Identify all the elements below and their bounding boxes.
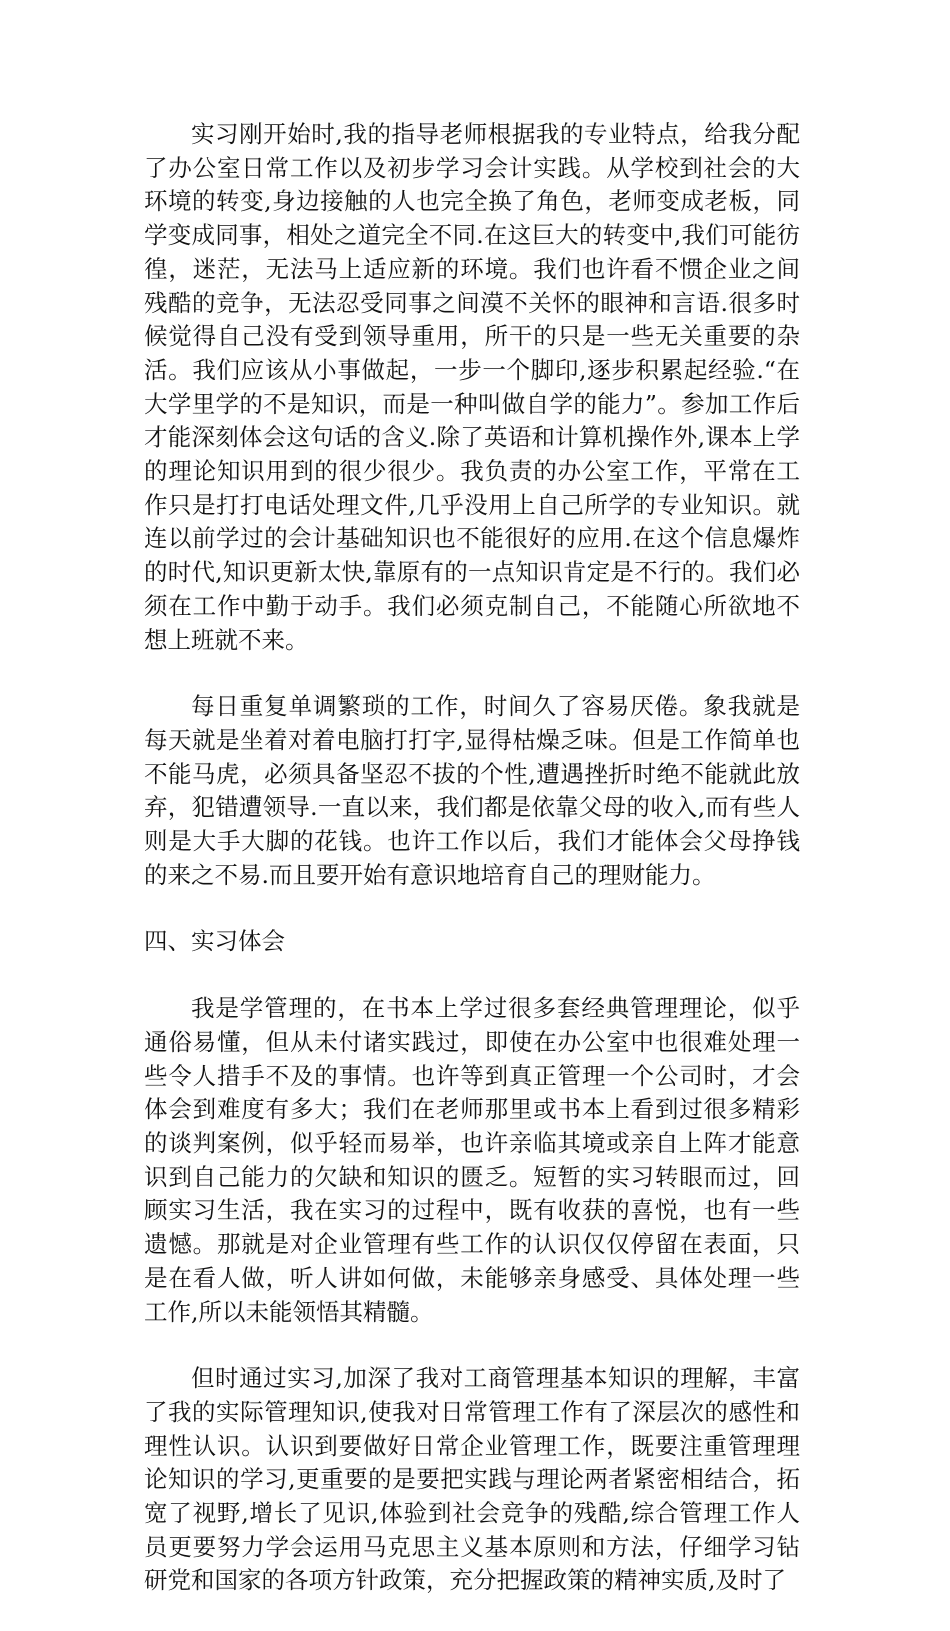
paragraph-internship-gains: 但时通过实习,加深了我对工商管理基本知识的理解，丰富了我的实际管理知识,使我对日常管理工作有了深层次的感性和理性认识。认识到要做好日常企业管理工作，既要注重管理理论知识的学习,更重要的是要把实践与理论两者紧密相结合，拓宽了视野,增长了见识,体验到社会竞争的残酷,综合管理工作人员更要努力学会运用马克思主义基本原则和方法，仔细学习钻研党和国家的各项方针政策，充分把握政策的精神实质,及时了 [144, 1364, 800, 1595]
paragraph-management-study: 我是学管理的，在书本上学过很多套经典管理理论，似乎通俗易懂，但从未付诸实践过，即使在办公室中也很难处理一些令人措手不及的事情。也许等到真正管理一个公司时，才会体会到难度有多大；我们在老师那里或书本上看到过很多精彩的谈判案例，似乎轻而易举，也许亲临其境或亲自上阵才能意识到自己能力的欠缺和知识的匮乏。短暂的实习转眼而过，回顾实习生活，我在实习的过程中，既有收获的喜悦，也有一些遗憾。那就是对企业管理有些工作的认识仅仅停留在表面，只是在看人做，听人讲如何做，未能够亲身感受、具体处理一些工作,所以未能领悟其精髓。 [144, 994, 800, 1326]
section-heading: 四、实习体会 [144, 927, 285, 956]
paragraph-internship-start: 实习刚开始时,我的指导老师根据我的专业特点，给我分配了办公室日常工作以及初步学习会计实践。从学校到社会的大环境的转变,身边接触的人也完全换了角色，老师变成老板，同学变成同事，相处之道完全不同.在这巨大的转变中,我们可能彷徨，迷茫，无法马上适应新的环境。我们也许看不惯企业之间残酷的竞争，无法忍受同事之间漠不关怀的眼神和言语.很多时候觉得自己没有受到领导重用，所干的只是一些无关重要的杂活。我们应该从小事做起，一步一个脚印,逐步积累起经验.“在大学里学的不是知识，而是一种叫做自学的能力”。参加工作后才能深刻体会这句话的含义.除了英语和计算机操作外,课本上学的理论知识用到的很少很少。我负责的办公室工作，平常在工作只是打打电话处理文件,几乎没用上自己所学的专业知识。就连以前学过的会计基础知识也不能很好的应用.在这个信息爆炸的时代,知识更新太快,靠原有的一点知识肯定是不行的。我们必须在工作中勤于动手。我们必须克制自己，不能随心所欲地不想上班就不来。 [144, 120, 800, 654]
paragraph-daily-work: 每日重复单调繁琐的工作，时间久了容易厌倦。象我就是每天就是坐着对着电脑打打字,显得枯燥乏味。但是工作简单也不能马虎，必须具备坚忍不拔的个性,遭遇挫折时绝不能就此放弃，犯错遭领导.一直以来，我们都是依靠父母的收入,而有些人则是大手大脚的花钱。也许工作以后，我们才能体会父母挣钱的来之不易.而且要开始有意识地培育自己的理财能力。 [144, 692, 800, 889]
document-page [144, 118, 800, 1631]
